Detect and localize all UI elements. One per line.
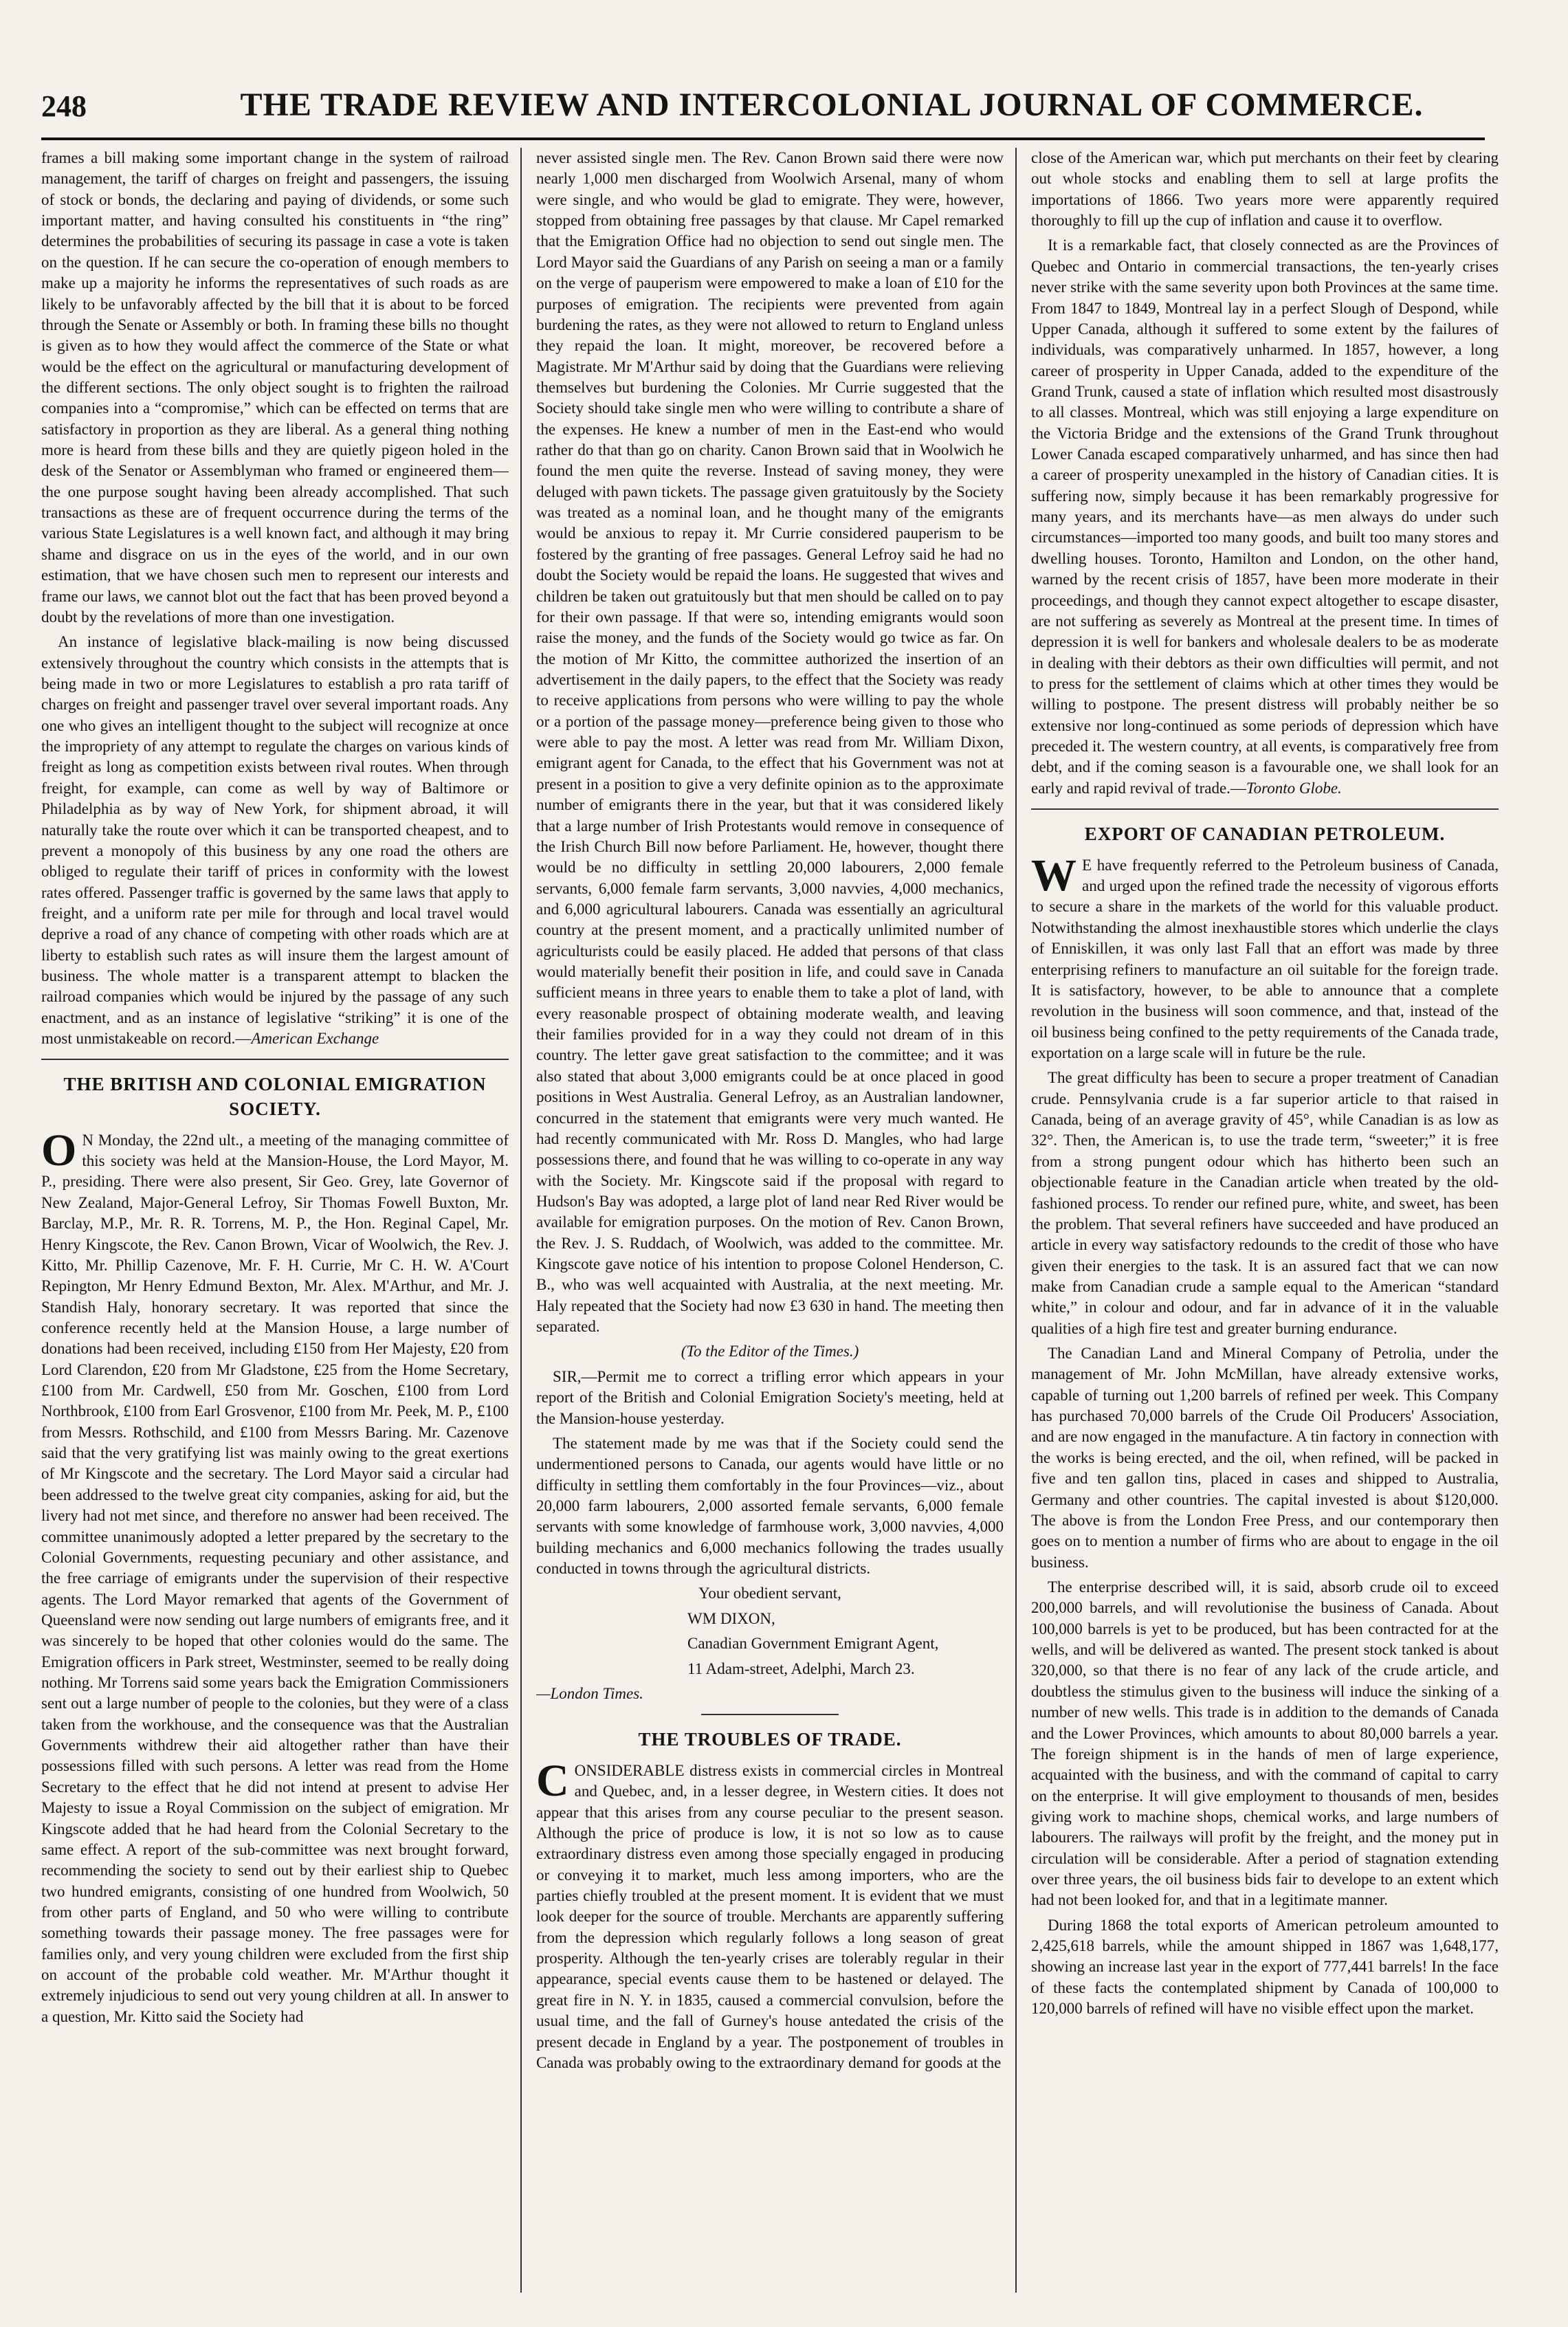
article-emigration-paragraph: never assisted single men. The Rev. Canon Brown said there were now nearly 1,000 men discharged from Woolwich Arsenal, many of whom were single, and who would be glad to emigrate. They were, however, stopped from obtaining free passages by that clause. Mr Capel remarked that the Emigration Office had no objection to send out single men. The Lord Mayor said the Guardians of any Parish on seeing a man or a family on the verge of pauperism were empowered to make a loan of £10 for the purposes of emigration. The recipients were prevented from again burdening the rates, as they were not allowed to return to England unless they repaid the loan. It might, moreover, be recovered before a Magistrate. Mr M'Arthur said by doing that the Guardians were relieving themselves but burdening the Colonies. Mr Currie suggested that the Society should take single men who were willing to contribute a share of the expenses. He knew a number of men in the East-end who would rather do that than go on charity. Canon Brown said that in Woolwich he found the men quite the reverse. Instead of saving money, they were deluged with pawn tickets. The passage given gratuitously by the Society was treated as a nominal loan, and he thought many of the emigrants would be anxious to repay it. Mr Currie considered pauperism to be fostered by the granting of free passages. General Lefroy said he had no doubt the Society would be repaid the loans. He suggested that wives and children be taken out gratuitously but that men should be called on to pay for their own passage. If that were so, intending emigrants would soon raise the money, and the funds of the Society would go twice as far. On the motion of Mr Kitto, the committee authorized the insertion of an advertisement in the daily papers, to the effect that the Society was ready to receive applications from persons who were willing to pay the whole or a portion of the passage money—preference being given to those who were able to pay the most. A letter was read from Mr. William Dixon, emigrant agent for Canada, to the effect that his Government was not at present in a position to give a very definite opinion as to the approximate number of emigrants there in the year, but that it was considered likely that a large number of Irish Protestants would remove in consequence of the Irish Church Bill now before Parliament. He, however, thought there would be no difficulty in settling 20,000 labourers, 2,000 female servants, 6,000 female farm servants, 3,000 navvies, 4,000 mechanics, and 6,000 agricultural labourers. Canada was essentially an agricultural country at the present moment, and a practically unlimited number of agriculturists could be easily placed. He added that persons of that class would materially benefit their position in life, and could save in Canada sufficient means in three years to enable them to take a plot of land, with every reasonable prospect of obtaining moderate wealth, and leaving their families provided for in a way they could not dream of in this country. The letter gave great satisfaction to the committee; and it was also stated that about 3,000 emigrants could be at once placed in good positions in West Australia. General Lefroy, as an Australian landowner, concurred in the statement that emigrants were very much wanted. He had recently communicated with Mr. Ross D. Mangles, who had large possessions there, and found that he was willing to co-operate in any way with the Society. Mr. Kingscote said if the proposal with regard to Hudson's Bay was adopted, a large plot of land near Red River would be available for emigration purposes. On the motion of Rev. Canon Brown, the Rev. J. S. Ruddach, of Woolwich, was added to the committee. Mr. Kingscote gave notice of his intention to propose Colonel Henderson, C. B., who was well acquainted with Australia, at the next meeting. Mr. Haly repeated that the Society had now £3 630 in hand. The meeting then separated.: [536, 149, 1004, 1336]
header-rule: [41, 137, 1485, 140]
letter-signer-title: Canadian Government Emigrant Agent,: [687, 1635, 939, 1653]
paragraph-text: N Monday, the 22nd ult., a meeting of the managing committee of this society was held at the Mansion-House, the Lord Mayor, M. P., presiding. There were also present, Sir Geo. Grey, late Governor of New Zealand, Major-General Lefroy, Sir Thomas Fowell Buxton, Mr. Barclay, M.P., Mr. R. R. Torrens, M. P., the Hon. Reginal Capel, Mr. Henry Kingscote, the Rev. Canon Brown, Vicar of Woolwich, the Rev. J. Kitto, Mr. Phillip Cazenove, Mr. F. H. Currie, Mr C. H. W. A'Court Repington, Mr Henry Edmund Bexton, Mr. Alex. M'Arthur, and Mr. J. Standish Haly, honorary secretary. It was reported that since the conference recently held at the Mansion House, a large number of donations had been received, including £150 from Her Majesty, £20 from Lord Clarendon, £20 from Mr Gladstone, £25 from the Home Secretary, £100 from Mr. Cardwell, £50 from Mr. Goschen, £100 from Lord Northbrook, £100 from Earl Grosvenor, £100 from Mr. Peek, M. P., £100 from Messrs. Rothschild, and £100 from Messrs Baring. Mr. Cazenove said that the very gratifying list was mainly owing to the great exertions of Mr Kingscote and the secretary. The Lord Mayor said a circular had been addressed to the twelve great city companies, asking for aid, but the livery had not met since, and therefore no answer had been received. The committee unanimously adopted a letter prepared by the secretary to the Colonial Governments, requesting pecuniary and other assistance, and the free carriage of emigrants under the supervision of their respective agents. The Lord Mayor remarked that agents of the Government of Queensland were now sending out large numbers of emigrants free, and it was sincerely to be hoped that other colonies would do the same. The Emigration officers in Park street, Westminster, seemed to be really doing nothing. Mr Torrens said some years back the Emigration Commissioners sent out a large number of people to the colonies, but they were of a class taken from the workhouse, and the consequence was that the Australian Governments withdrew their aid altogether rather than have their possessions filled with such persons. A letter was read from the Home Secretary to the effect that he did not intend at present to advise Her Majesty to issue a Royal Commission on the subject of emigration. Mr Kingscote added that he had heard from the Colonial Secretary to the same effect. A report of the sub-committee was next brought forward, recommending the society to send out by their earliest ship to Quebec two hundred emigrants, consisting of one hundred from Woolwich, 50 from other parts of England, and 50 who were willing to contribute something towards their passage money. The free passages were for families only, and very young children were excluded from the first ship on account of the probable cold weather. Mr. M'Arthur thought it extremely injudicious to send out very young children at all. In answer to a question, Mr. Kitto said the Society had: [41, 1131, 509, 2025]
letter-paragraph: SIR,—Permit me to correct a trifling error which appears in your report of the British and Colonial Emigration Society's meeting, held at the Mansion-house yesterday.: [536, 1367, 1004, 1427]
article-heading-emigration-society: THE BRITISH AND COLONIAL EMIGRATION SOCIETY.: [63, 1074, 487, 1120]
article-trade-paragraph: [536, 1755, 1004, 2073]
letter-signer-address: 11 Adam-street, Adelphi, March 23.: [687, 1659, 915, 1677]
article-petroleum-paragraph: The great difficulty has been to secure a proper treatment of Canadian crude. Pennsylvania crude is a far superior article to that raised in Canada, being of an average gravity of 45°, while Canadian is as low as 32°. Then, the American is, to use the trade term, “sweeter;” it is free from a strong pungent odour which has hitherto been such an objectionable feature in the Canadian article when treated by the old-fashioned process. To render our refined pure, white, and sweet, has been the problem. That several refiners have succeeded and have produced an article in every way satisfactory redounds to the credit of those who have given their energies to the task. It is an assured fact that we can now make from Canadian crude a sample equal to the American “standard white,” in colour and odour, and far in advance of it in the valuable qualities of a high fire test and greater burning endurance.: [1031, 1069, 1499, 1337]
article-heading-troubles-of-trade: THE TROUBLES OF TRADE.: [638, 1729, 902, 1750]
drop-cap: O: [41, 1125, 77, 1176]
running-title: THE TRADE REVIEW AND INTERCOLONIAL JOURNAL OF COMMERCE.: [240, 87, 1424, 123]
column-rule: [520, 148, 522, 2293]
article-petroleum-paragraph: The enterprise described will, it is said, absorb crude oil to exceed 200,000 barrels, and will revolutionise the business of Canada. About 100,000 barrels is yet to be produced, but has been contracted for at the wells, and will be delivered as wanted. The present stock tanked is about 320,000, so that there is no fear of any lack of the crude article, and doubtless the stimulus given to the business will induce the sinking of a number of new wells. This trade is in addition to the demands of Canada and the Lower Provinces, which amounts to about 80,000 barrels a year. The foreign shipment is in the hands of men of large experience, acquainted with the business, and with the command of capital to carry on the enterprise. It will give employment to thousands of men, besides giving work to machine shops, chemical works, and large numbers of labourers. The railways will profit by the freight, and the money put in circulation will be considerable. After a period of stagnation extending over three years, the oil business bids fair to develope to an extent which had not been looked for, and that in a legitimate manner.: [1031, 1578, 1499, 1909]
letter-paragraph: The statement made by me was that if the Society could send the undermentioned persons to Canada, our agents would have little or no difficulty in settling them comfortably in the four Provinces—viz., about 20,000 farm labourers, 2,000 assorted female servants, 6,000 female servants with some knowledge of farmhouse work, 3,000 navvies, 4,000 building mechanics and 6,000 mechanics following the trades usually conducted in towns through the agricultural districts.: [536, 1434, 1004, 1578]
column-1: [41, 148, 509, 2293]
article-trade-paragraph: close of the American war, which put merchants on their feet by clearing out whole stocks and enabling them to sell at large profits the importations of 1866. Two years more were apparently required thoroughly to fill up the cup of inflation and cause it to overflow.: [1031, 149, 1499, 230]
page-number: 248: [41, 89, 87, 123]
paragraph-text: It is a remarkable fact, that closely connected as are the Provinces of Quebec and Ontario in commercial transactions, the ten-yearly crises never strike with the same severity upon both Provinces at the same time. From 1847 to 1849, Montreal lay in a perfect Slough of Despond, while Upper Canada, although it suffered to some extent by the failures of individuals, was comparatively unharmed. In 1857, however, a long career of prosperity in Upper Canada, added to the expenditure of the Grand Trunk, caused a state of inflation which resulted most disastrously to all classes. Montreal, which was still enjoying a large expenditure on the Victoria Bridge and the extensions of the Grand Trunk throughout Lower Canada escaped comparatively unharmed, and has since then had a career of prosperity unexampled in the history of Canadian cities. It is suffering now, simply because it has been remarkably progressive for many years, and its merchants have—as men always do under such circumstances—imported too many goods, and built too many stores and dwelling houses. Toronto, Hamilton and London, on the other hand, warned by the recent crisis of 1857, have been more moderate in their proceedings, and though they cannot expect altogether to escape disaster, are not suffering as severely as Montreal at the present time. In times of depression it is well for bankers and wholesale dealers to be as moderate in dealing with their debtors as their own difficulties will permit, and not to press for the settlement of claims which at other times they would be willing to postpone. The present distress will probably neither be so extensive nor long-continued as some periods of depression which have preceded it. The western country, at all events, is comparatively free from debt, and if the coming season is a favourable one, we shall look for an early and rapid revival of trade.—: [1031, 236, 1499, 797]
article-divider: [701, 1714, 839, 1715]
article-petroleum-paragraph: During 1868 the total exports of American petroleum amounted to 2,425,618 barrels, while the amount shipped in 1867 was 1,648,177, showing an increase last year in the export of 777,441 barrels! In the face of these facts the contemplated shipment by Canada of 100,000 to 120,000 barrels of refined will have no visible effect upon the market.: [1031, 1916, 1499, 2018]
paragraph-text: An instance of legislative black-mailing is now being discussed extensively throughout the country which consists in the attempts that is being made in two or more Legislatures to establish a pro rata tariff of charges on freight and passenger travel over several important roads. Any one who gives an intelligent thought to the subject will recognize at once the impropriety of any attempt to regulate the charges on various kinds of freight as long as competition exists between rival routes. When through freight, for example, can come as well by way of Baltimore or Philadelphia as by way of New York, for shipment abroad, it will naturally take the route over which it can be transported cheapest, and to prevent a monopoly of this business by any one road the others are obliged to regulate their tariff of prices in conformity with the lowest rates offered. Passenger traffic is governed by the same laws that apply to freight, and a uniform rate per mile for through and local travel would deprive a road of any chance of competing with other roads which are at liberty to establish such rates as will insure them the largest amount of business. The whole matter is a transparent attempt to blacken the railroad companies which would be injured by the passage of any such enactment, and as an instance of legislative “striking” it is one of the most unmistakeable on record.—: [41, 633, 509, 1048]
source-credit: —London Times.: [536, 1684, 643, 1702]
article-heading-canadian-petroleum: EXPORT OF CANADIAN PETROLEUM.: [1084, 824, 1446, 845]
paragraph-text: E have frequently referred to the Petroleum business of Canada, and urged upon the refined trade the necessity of vigorous efforts to secure a share in the markets of the world for this valuable product. Notwithstanding the almost inexhaustible stores which underlie the clays of Enniskillen, it was only last Fall that an effort was made by three enterprising refiners to manufacture an oil suitable for the foreign trade. It is satisfactory, however, to be able to announce that a complete revolution in the business will soon commence, and that, instead of the oil business being confined to the petty requirements of the Canada trade, exportation on a large scale will in future be the rule.: [1031, 856, 1499, 1061]
article-railroad-paragraph: [41, 632, 509, 1049]
letter-signer: WM DIXON,: [687, 1609, 775, 1627]
article-trade-paragraph: [1031, 235, 1499, 799]
column-rule: [1015, 148, 1017, 2293]
page-header: [41, 86, 1485, 134]
article-divider: [1031, 808, 1499, 810]
column-2: [536, 148, 1004, 2293]
article-petroleum-paragraph: [1031, 850, 1499, 1064]
article-railroad-paragraph: frames a bill making some important change in the system of railroad management, the tariff of charges on freight and passengers, the issuing of stock or bonds, the declaring and paying of dividends, or some such important matter, and having consulted his constituents in “the ring” determines the probabilities of securing its passage in case a vote is taken on the question. If he can secure the co-operation of enough members to make up a majority he informs the representatives of such roads as are likely to be unfavorably affected by the bill that it is about to be forced through the Senate or Assembly or both. In framing these bills no thought is given as to how they would affect the commerce of the State or what would be the effect on the agricultural or manufacturing development of the different sections. The only object sought is to frighten the railroad companies into a “compromise,” which can be effected on terms that are satisfactory in proportion as they are liberal. As a general thing nothing more is heard from these bills and they are quietly pigeon holed in the desk of the Senator or Assemblyman who framed or engineered them—the one purpose sought having been already accomplished. That such transactions as these are of frequent occurrence during the terms of the various State Legislatures is a well known fact, and although it may bring shame and disgrace on us in the eyes of the world, and in our own estimation, that we have chosen such men to represent our interests and frame our laws, we cannot blot out the fact that has been proved beyond a doubt by the revelations of more than one investigation.: [41, 149, 509, 626]
paragraph-text: ONSIDERABLE distress exists in commercial circles in Montreal and Quebec, and, in a lesser degree, in Western cities. It does not appear that this arises from any course peculiar to the present season. Although the price of produce is low, it is not so low as to cause extraordinary distress even among those specially engaged in producing or conveying it to market, much less among importers, who are the parties chiefly troubled at the present moment. It is evident that we must look deeper for the source of trouble. Merchants are apparently suffering from the depression which regularly follows a long season of great prosperity. Although the ten-yearly crises are tolerably regular in their appearance, special events cause them to be hastened or delayed. The great fire in N. Y. in 1835, caused a commercial convulsion, before the usual time, and the fall of Gurney's house antedated the crisis of the present decade in England by a year. The postponement of troubles in Canada was probably owing to the extraordinary demand for goods at the: [536, 1761, 1004, 2071]
drop-cap: W: [1031, 850, 1076, 901]
article-emigration-paragraph: [41, 1125, 509, 2027]
article-petroleum-paragraph: The Canadian Land and Mineral Company of Petrolia, under the management of Mr. John McMillan, have already extensive works, capable of turning out 1,200 barrels of refined per week. This Company has purchased 70,000 barrels of the Crude Oil Producers' Association, and are now engaged in the manufacture. A tin factory in connection with the works is being erected, and the oil, when refined, will be packed in five and ten gallon tins, placed in cases and shipped to Australia, Germany and other countries. The capital invested is about $120,000. The above is from the London Free Press, and our contemporary then goes on to mention a number of firms who are about to engage in the oil business.: [1031, 1345, 1499, 1571]
letter-closing: Your obedient servant,: [698, 1585, 841, 1602]
drop-cap: C: [536, 1755, 569, 1806]
source-credit: American Exchange: [251, 1030, 379, 1048]
source-credit: Toronto Globe.: [1246, 779, 1342, 797]
column-3: [1031, 148, 1499, 2293]
article-divider: [41, 1059, 509, 1060]
letter-heading: (To the Editor of the Times.): [681, 1343, 859, 1360]
